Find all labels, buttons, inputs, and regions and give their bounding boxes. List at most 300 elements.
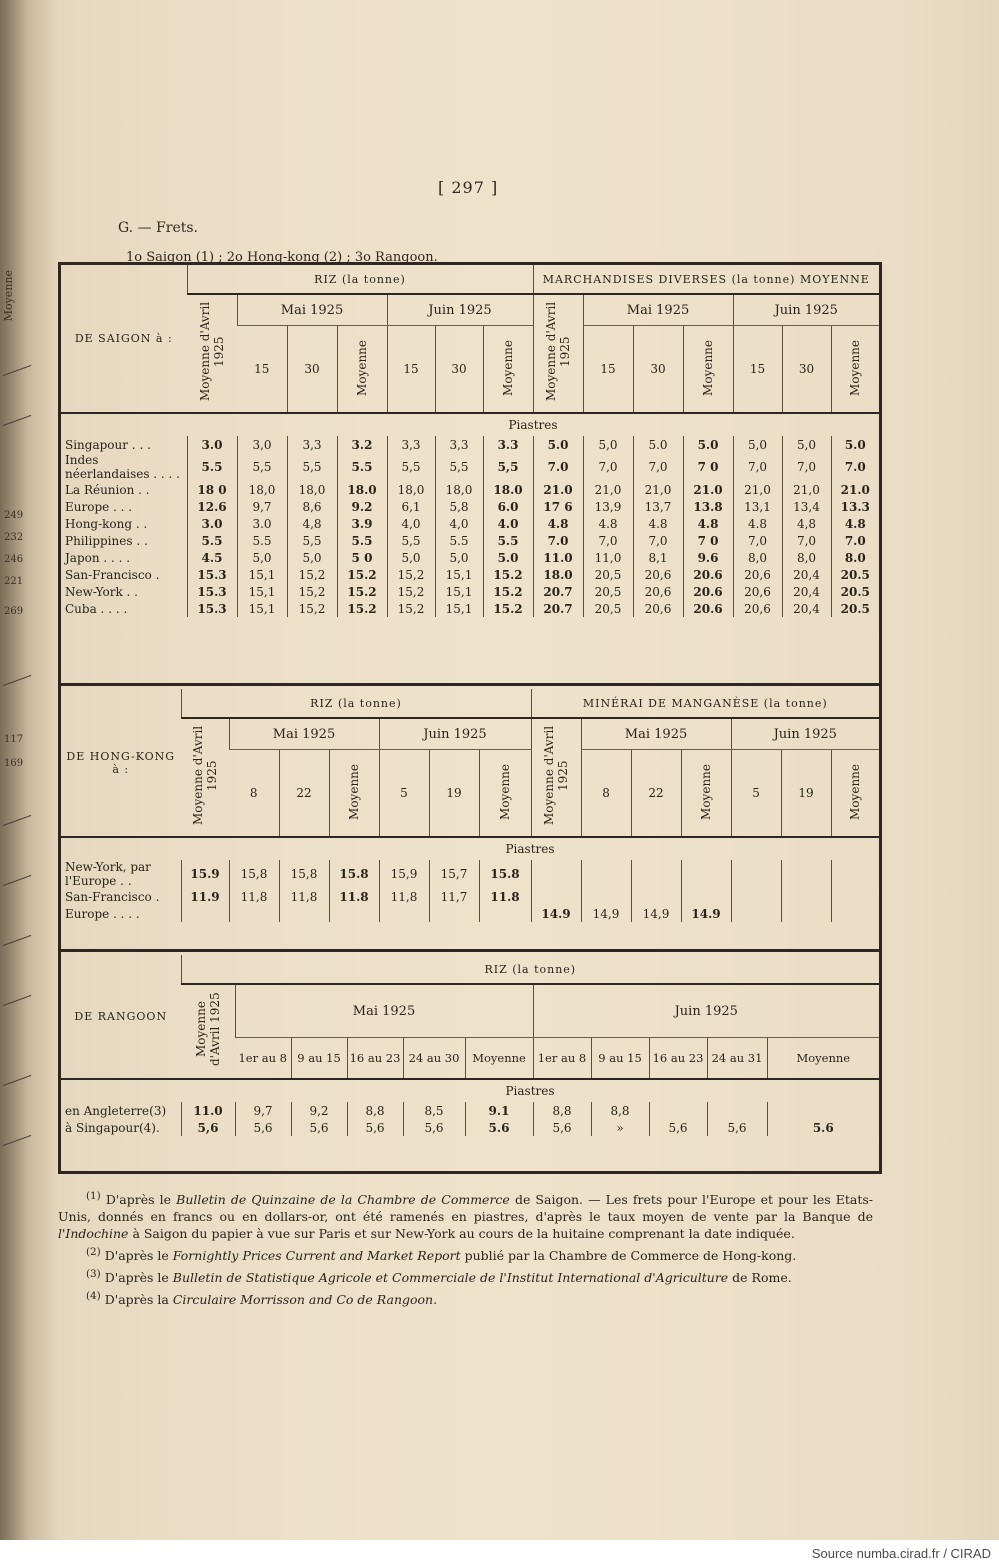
row-destination: Europe . . . [65,499,133,514]
col-header: Moyenne [831,750,879,838]
table-cell: 13.3 [831,498,879,515]
table-cell: 20,4 [782,583,831,600]
col-header: 19 [781,750,831,838]
row-destination: Indes néerlandaises . . . . [65,453,180,481]
table-cell: 8,8 [533,1102,591,1119]
saigon-unit-label: Piastres [508,418,558,432]
table-cell: 4.8 [683,515,733,532]
table-cell: 15.2 [483,583,533,600]
table-cell: 4.5 [187,549,237,566]
table-cell: 3,0 [237,436,287,453]
table-cell: 5,5 [387,453,435,481]
table-cell: 5,6 [649,1119,707,1136]
table-cell: 4,8 [782,515,831,532]
table-row [61,515,879,532]
source-bar [0,1542,999,1566]
table-cell [631,860,681,888]
hongkong-mineral-header: MINÉRAI DE MANGANÈSE (la tonne) [531,689,879,718]
col-header: 30 [287,326,337,414]
table-cell: 15,1 [435,600,483,617]
saigon-march-avg-april-header: Moyenne d'Avril 1925 [533,294,583,413]
table-cell: 4.8 [733,515,782,532]
table-cell: 21,0 [633,481,683,498]
row-destination: New-York, par l'Europe . . [65,860,151,888]
table-row [61,481,879,498]
table-row [61,860,879,888]
table-cell: 5,6 [403,1119,465,1136]
table-cell [681,888,731,905]
table-cell: 20,5 [583,566,633,583]
saigon-march-juin-header: Juin 1925 [733,294,879,326]
table-row [61,453,879,481]
table-cell: 21,0 [733,481,782,498]
hongkong-table-body [61,860,879,922]
table-cell: 15,2 [287,600,337,617]
table-cell: 11,8 [229,888,279,905]
table-row [61,905,879,922]
col-header: 15 [387,326,435,414]
table-cell: 3.0 [237,515,287,532]
table-cell: 15.8 [329,860,379,888]
table-cell: 20,4 [782,600,831,617]
col-header: Moyenne [479,750,531,838]
table-cell: 14,9 [631,905,681,922]
table-cell: 5.5 [435,532,483,549]
table-cell: 11.8 [329,888,379,905]
col-header: Moyenne [329,750,379,838]
table-cell: 7,0 [733,532,782,549]
col-header: 1er au 8 [533,1038,591,1080]
table-cell: 20.5 [831,566,879,583]
table-cell: 18,0 [435,481,483,498]
table-row [61,549,879,566]
table-cell: 5.6 [767,1119,879,1136]
table-cell: 5,5 [387,532,435,549]
table-cell: 5,5 [483,453,533,481]
table-cell: 4,8 [287,515,337,532]
table-cell: 6,1 [387,498,435,515]
table-cell [781,888,831,905]
left-margin-number: 232 [4,532,24,543]
hongkong-row-header: DE HONG-KONG à : [61,689,181,837]
page-number: [ 297 ] [438,178,499,197]
footnote-4: $^{(4)}$ D'après la Circulaire Morrisson and Co de Rangoon. [86,1290,438,1308]
table-row [61,498,879,515]
table-cell: 5,5 [237,453,287,481]
table-cell [329,905,379,922]
row-destination: New-York . . [65,584,138,599]
footnotes [58,1188,873,1311]
row-destination: Philippines . . [65,533,148,548]
footnote-2: $^{(2)}$ D'après le Fornightly Prices Current and Market Report publié par la Chambre de Commerce de Hong-kong. [86,1246,797,1264]
table-cell: 5.5 [187,532,237,549]
hongkong-min-juin-header: Juin 1925 [731,718,879,750]
left-margin-number: 221 [4,576,24,587]
col-header: Moyenne [337,326,387,414]
table-cell: 15,1 [237,566,287,583]
table-cell: 21.0 [831,481,879,498]
table-cell: 5,0 [387,549,435,566]
table-cell: 5.0 [831,436,879,453]
table-row [61,583,879,600]
row-destination: à Singapour(4). [65,1120,160,1135]
table-cell: 20,6 [733,600,782,617]
table-cell: 7,0 [782,453,831,481]
row-destination: La Réunion . . [65,482,150,497]
table-cell: 20,6 [733,583,782,600]
col-header: 8 [249,786,258,800]
table-cell: 3,3 [387,436,435,453]
table-cell: 13,1 [733,498,782,515]
col-header: 15 [583,326,633,414]
table-cell: 8,8 [591,1102,649,1119]
table-cell [731,905,781,922]
rangoon-mai-header: Mai 1925 [235,984,533,1038]
table-cell: 11,0 [583,549,633,566]
table-cell: 11.0 [533,549,583,566]
table-cell: 5,0 [583,436,633,453]
table-cell: 15,2 [387,583,435,600]
table-cell: 5.0 [483,549,533,566]
row-destination: en Angleterre(3) [65,1103,167,1118]
table-cell: 5,5 [287,453,337,481]
adjacent-page-margin [0,40,34,1370]
table-cell [531,860,581,888]
table-cell: 5.0 [683,436,733,453]
table-cell: 8.0 [831,549,879,566]
table-cell: 15,8 [279,860,329,888]
saigon-avg-april-header: Moyenne d'Avril 1925 [187,294,237,413]
table-cell: 13,4 [782,498,831,515]
table-cell: 14,9 [581,905,631,922]
hongkong-riz-header: RIZ (la tonne) [181,689,531,718]
table-cell [831,860,879,888]
table-cell: » [591,1119,649,1136]
col-header: 19 [429,750,479,838]
table-cell: 11,8 [279,888,329,905]
saigon-riz-header: RIZ (la tonne) [187,265,533,294]
row-destination: San-Francisco . [65,567,160,582]
table-cell: 5,0 [237,549,287,566]
saigon-table-body [61,436,879,617]
table-cell: 3.0 [187,515,237,532]
table-cell: 15,2 [287,583,337,600]
table-cell: 9,7 [237,498,287,515]
table-cell: 5.5 [337,532,387,549]
table-cell [279,905,329,922]
hongkong-unit-label: Piastres [505,842,555,856]
table-cell: 18 0 [187,481,237,498]
rangoon-table-body [61,1102,879,1136]
row-destination: Cuba . . . . [65,601,128,616]
table-row [61,888,879,905]
col-header: 5 [731,750,781,838]
source-credit: Source numba.cirad.fr / CIRAD [811,1546,991,1561]
table-cell: 15,1 [237,600,287,617]
table-cell: 5,0 [435,549,483,566]
table-cell: 3.3 [483,436,533,453]
table-cell: 5,6 [707,1119,767,1136]
table-cell: 18.0 [483,481,533,498]
table-cell: 21.0 [683,481,733,498]
hongkong-avg-april-header: Moyenne d'Avril 1925 [181,718,229,837]
col-header: 24 au 30 [403,1038,465,1080]
table-cell: 3.2 [337,436,387,453]
table-cell [649,1102,707,1119]
table-cell: 13.8 [683,498,733,515]
table-cell: 20.7 [533,600,583,617]
table-row [61,532,879,549]
table-cell: 7 0 [683,453,733,481]
table-cell: 7.0 [533,453,583,481]
row-destination: Singapour . . . [65,437,151,452]
left-margin-number: 169 [4,758,24,769]
table-cell [429,905,479,922]
table-cell: 5,5 [287,532,337,549]
table-cell: 15,2 [387,566,435,583]
table-cell: 8,5 [403,1102,465,1119]
table-row [61,1102,879,1119]
table-cell: 5,6 [235,1119,291,1136]
table-cell [681,860,731,888]
col-header: 30 [782,326,831,414]
table-cell: 7.0 [533,532,583,549]
rangoon-avg-april-header: Moyenne d'Avril 1925 [181,984,235,1079]
table-cell: 6.0 [483,498,533,515]
left-margin-number: 249 [4,510,24,521]
table-cell: 5,6 [533,1119,591,1136]
table-cell: 20,5 [583,583,633,600]
table-cell: 7,0 [733,453,782,481]
table-cell: 15.9 [181,860,229,888]
table-cell: 4,0 [387,515,435,532]
table-cell: 4,0 [435,515,483,532]
table-cell [707,1102,767,1119]
col-header: Moyenne [831,326,879,414]
table-cell: 11.0 [181,1102,235,1119]
table-cell: 5.6 [465,1119,533,1136]
table-cell: 8,6 [287,498,337,515]
col-header: 9 au 15 [591,1038,649,1080]
table-cell [581,860,631,888]
table-cell: 13,7 [633,498,683,515]
table-cell: 15,9 [379,860,429,888]
table-cell [731,888,781,905]
table-cell [181,905,229,922]
rangoon-juin-header: Juin 1925 [533,984,879,1038]
row-destination: Japon . . . . [65,550,131,565]
table-cell: 5.0 [533,436,583,453]
table-cell: 20,6 [633,600,683,617]
col-header: Moyenne [465,1038,533,1080]
footnote-1: $^{(1)}$ D'après le Bulletin de Quinzaine de la Chambre de Commerce de Saigon. — Les frets pour l'Europe et pour les Etats-Unis, donnés en francs ou en dollars-or, ont été ramenés en piastres, d'après le taux moyen de vente par la Banque de l'Indochine à Saigon du papier à vue sur Paris et sur New-York au cours de la huitaine comprenant la date indiquée. [58,1190,873,1242]
table-cell: 3.0 [187,436,237,453]
hongkong-table [61,689,879,922]
col-header: 16 au 23 [347,1038,403,1080]
table-cell: 5.5 [337,453,387,481]
table-cell: 21.0 [533,481,583,498]
col-header: 22 [631,750,681,838]
table-cell: 7,0 [633,453,683,481]
table-cell: 4.8 [583,515,633,532]
col-header: 5 [379,750,429,838]
table-cell: 20.7 [533,583,583,600]
table-cell: 7,0 [583,453,633,481]
saigon-riz-juin-header: Juin 1925 [387,294,533,326]
table-cell: 13,9 [583,498,633,515]
table-cell: 18.0 [533,566,583,583]
table-row [61,600,879,617]
table-cell: 7.0 [831,453,879,481]
table-cell: 5.0 [633,436,683,453]
col-header: Moyenne [483,326,533,414]
saigon-row-header: DE SAIGON à : [61,265,187,413]
freight-table-frame [58,262,882,1174]
col-header: 22 [279,750,329,838]
hongkong-riz-juin-header: Juin 1925 [379,718,531,750]
saigon-march-mai-header: Mai 1925 [583,294,733,326]
table-cell: 7.0 [831,532,879,549]
table-cell: 5,5 [435,453,483,481]
table-cell: 3.9 [337,515,387,532]
table-cell: 15,1 [237,583,287,600]
table-cell: 18.0 [337,481,387,498]
table-cell: 7,0 [583,532,633,549]
table-cell [831,888,879,905]
rangoon-row-header: DE RANGOON [61,955,181,1079]
col-header: 1er au 8 [238,1051,287,1065]
table-cell: 15.3 [187,583,237,600]
rangoon-table [61,955,879,1136]
row-destination: Hong-kong . . [65,516,148,531]
left-margin-number: 269 [4,606,24,617]
hongkong-min-mai-header: Mai 1925 [581,718,731,750]
table-cell: 15.3 [187,600,237,617]
table-cell: 15,8 [229,860,279,888]
table-cell: 15,7 [429,860,479,888]
table-cell: 20.6 [683,600,733,617]
table-cell: 5 0 [337,549,387,566]
table-cell: 14.9 [681,905,731,922]
table-cell: 15,1 [435,583,483,600]
rangoon-unit-label: Piastres [505,1084,555,1098]
table-cell: 21,0 [782,481,831,498]
table-cell [781,905,831,922]
footnote-3: $^{(3)}$ D'après le Bulletin de Statistique Agricole et Commerciale de l'Institut International d'Agriculture de Rome. [86,1268,792,1286]
table-cell: 7,0 [782,532,831,549]
table-cell: 4.8 [633,515,683,532]
table-cell: 15.2 [337,583,387,600]
table-cell: 9.6 [683,549,733,566]
table-cell: 5,8 [435,498,483,515]
table-cell: 4.0 [483,515,533,532]
left-margin-label: Moyenne [2,270,15,322]
table-cell [379,905,429,922]
col-header: 30 [633,326,683,414]
table-cell: 18,0 [237,481,287,498]
table-cell: 15.2 [337,566,387,583]
table-cell: 8,8 [347,1102,403,1119]
table-cell: 5.5 [483,532,533,549]
table-cell: 15.2 [483,566,533,583]
saigon-riz-mai-header: Mai 1925 [237,294,387,326]
table-cell: 9.2 [337,498,387,515]
table-cell: 5,0 [733,436,782,453]
col-header: Moyenne [683,326,733,414]
table-cell [479,905,531,922]
left-margin-number: 246 [4,554,24,565]
col-header: Moyenne [681,750,731,838]
table-cell [531,888,581,905]
table-cell: 11.9 [181,888,229,905]
table-cell: 20.6 [683,566,733,583]
saigon-marchandises-header: MARCHANDISES DIVERSES (la tonne) MOYENNE [533,265,879,294]
table-cell [731,860,781,888]
table-cell: 18,0 [387,481,435,498]
table-row [61,1119,879,1136]
table-cell: 20,4 [782,566,831,583]
hongkong-min-avg-april-header: Moyenne d'Avril 1925 [531,718,581,837]
col-header: 15 [254,362,270,376]
table-cell: 17 6 [533,498,583,515]
table-row [61,436,879,453]
hongkong-riz-mai-header: Mai 1925 [229,718,379,750]
table-cell: 11,8 [379,888,429,905]
table-row [61,566,879,583]
table-cell: 4.8 [533,515,583,532]
table-cell: 7,0 [633,532,683,549]
table-cell: 12.6 [187,498,237,515]
table-cell: 5,0 [287,549,337,566]
saigon-table [61,265,879,617]
table-cell: 7 0 [683,532,733,549]
col-header: 15 [733,326,782,414]
table-cell: 15,1 [435,566,483,583]
table-cell: 5,6 [181,1119,235,1136]
table-cell: 8,1 [633,549,683,566]
left-margin-number: 117 [4,734,24,745]
row-destination: Europe . . . . [65,906,140,921]
col-header: 30 [435,326,483,414]
col-header: 9 au 15 [291,1038,347,1080]
table-cell: 8,0 [733,549,782,566]
table-cell: 20,6 [733,566,782,583]
col-header: 16 au 23 [649,1038,707,1080]
table-cell: 20,6 [633,583,683,600]
table-cell: 15.3 [187,566,237,583]
col-header: 24 au 31 [707,1038,767,1080]
table-cell: 14.9 [531,905,581,922]
table-cell: 15.2 [337,600,387,617]
table-cell: 8,0 [782,549,831,566]
rangoon-riz-header: RIZ (la tonne) [181,955,879,984]
section-title: G. — Frets. [118,220,198,236]
table-cell [229,905,279,922]
table-cell: 11,7 [429,888,479,905]
table-cell: 5,0 [782,436,831,453]
table-cell: 15,2 [287,566,337,583]
table-cell: 11.8 [479,888,531,905]
row-destination: San-Francisco . [65,889,160,904]
table-cell: 18,0 [287,481,337,498]
col-header: 8 [581,750,631,838]
table-cell: 20.6 [683,583,733,600]
table-cell [631,888,681,905]
table-cell: 5,6 [291,1119,347,1136]
table-cell: 15.2 [483,600,533,617]
table-cell [831,905,879,922]
table-cell: 15.8 [479,860,531,888]
